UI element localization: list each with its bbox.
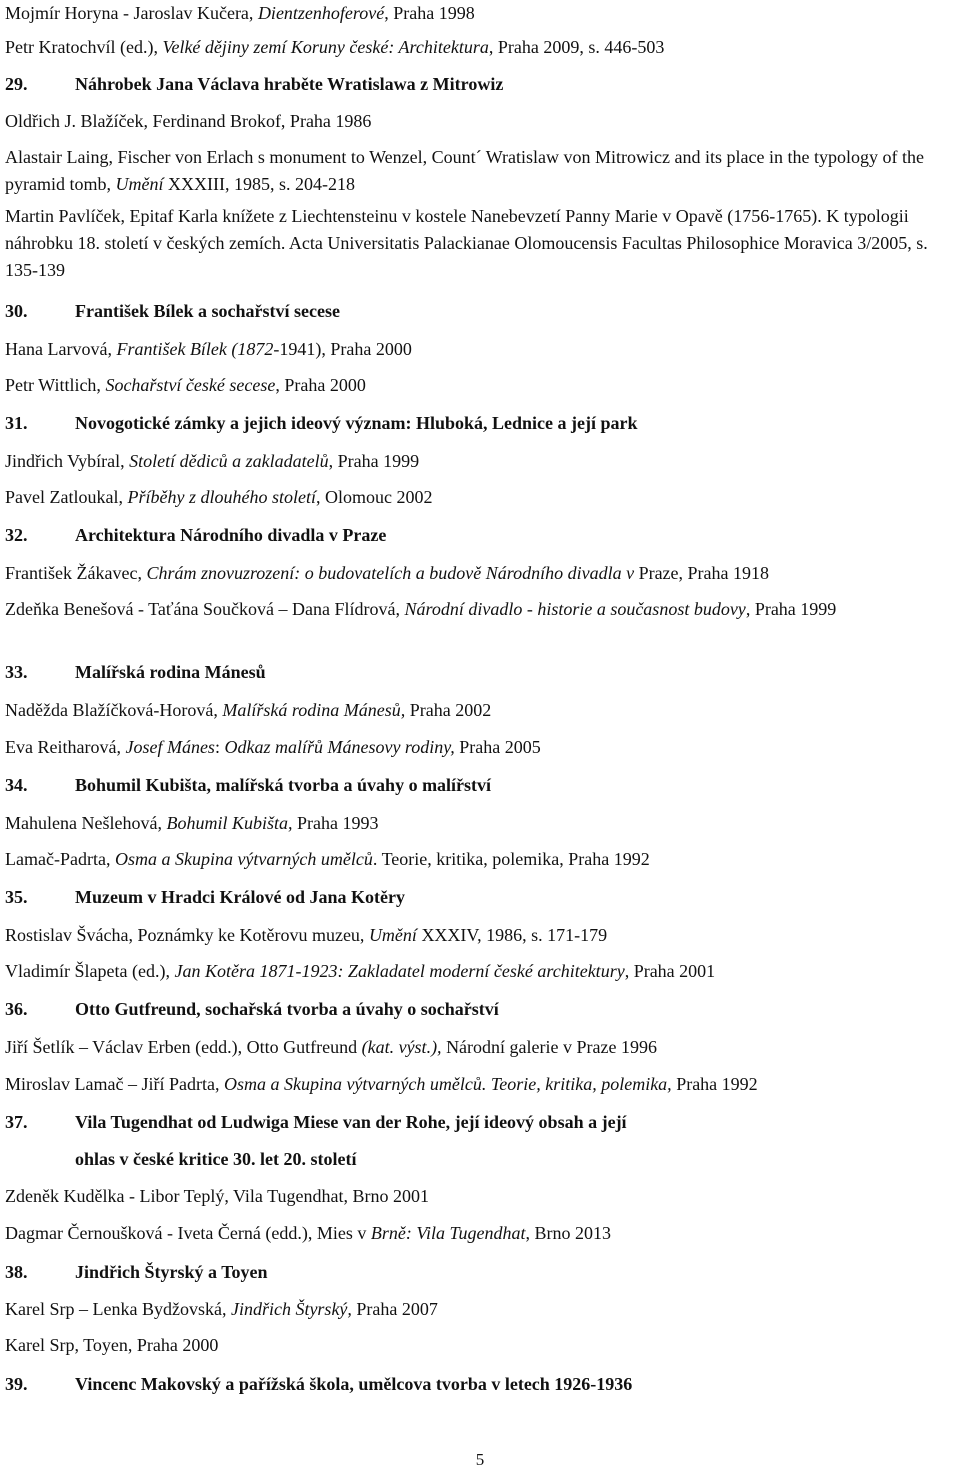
- bibliography-entry: Dagmar Černoušková - Iveta Černá (edd.), Mies v Brně: Vila Tugendhat, Brno 2013: [5, 1223, 612, 1243]
- bibliography-entry: Zdeněk Kudělka - Libor Teplý, Vila Tugendhat, Brno 2001: [5, 1186, 429, 1206]
- bibliography-entry: Mahulena Nešlehová, Bohumil Kubišta, Praha 1993: [5, 813, 379, 833]
- bibliography-entry: Hana Larvová, František Bílek (1872-1941), Praha 2000: [5, 339, 412, 359]
- bibliography-entry: Petr Wittlich, Sochařství české secese, Praha 2000: [5, 375, 366, 395]
- bibliography-entry: Lamač-Padrta, Osma a Skupina výtvarných umělců. Teorie, kritika, polemika, Praha 1992: [5, 849, 650, 869]
- bibliography-entry: Jiří Šetlík – Václav Erben (edd.), Otto Gutfreund (kat. výst.), Národní galerie v Praze 1996: [5, 1037, 657, 1057]
- bibliography-entry: Mojmír Horyna - Jaroslav Kučera, Dientzenhoferové, Praha 1998: [5, 3, 475, 23]
- section-heading: 37. Vila Tugendhat od Ludwiga Miese van der Rohe, její ideový obsah a její: [5, 1112, 627, 1132]
- bibliography-entry: Vladimír Šlapeta (ed.), Jan Kotěra 1871-1923: Zakladatel moderní české architektury, Praha 2001: [5, 961, 716, 981]
- bibliography-entry: Miroslav Lamač – Jiří Padrta, Osma a Skupina výtvarných umělců. Teorie, kritika, polemika, Praha 1992: [5, 1074, 758, 1094]
- section-heading: 38. Jindřich Štyrský a Toyen: [5, 1262, 268, 1282]
- bibliography-entry: František Žákavec, Chrám znovuzrození: o budovatelích a budově Národního divadla v Praze, Praha 1918: [5, 563, 770, 583]
- bibliography-entry: Zdeňka Benešová - Taťána Součková – Dana Flídrová, Národní divadlo - historie a současnost budovy, Praha 1999: [5, 599, 837, 619]
- page-number: 5: [475, 1450, 485, 1469]
- section-heading: 39. Vincenc Makovský a pařížská škola, umělcova tvorba v letech 1926-1936: [5, 1374, 633, 1394]
- bibliography-entry: Karel Srp – Lenka Bydžovská, Jindřich Štyrský, Praha 2007: [5, 1299, 438, 1319]
- bibliography-entry: Jindřich Vybíral, Století dědiců a zakladatelů, Praha 1999: [5, 451, 420, 471]
- section-heading-continuation: ohlas v české kritice 30. let 20. století: [75, 1149, 357, 1169]
- bibliography-entry: Rostislav Švácha, Poznámky ke Kotěrovu muzeu, Umění XXXIV, 1986, s. 171-179: [5, 925, 608, 945]
- section-heading: 35. Muzeum v Hradci Králové od Jana Kotěry: [5, 887, 405, 907]
- section-heading: 31. Novogotické zámky a jejich ideový význam: Hluboká, Lednice a její park: [5, 413, 638, 433]
- section-heading: 32. Architektura Národního divadla v Praze: [5, 525, 387, 545]
- section-heading: 29. Náhrobek Jana Václava hraběte Wratislawa z Mitrowiz: [5, 74, 504, 94]
- section-heading: 33. Malířská rodina Mánesů: [5, 662, 266, 682]
- bibliography-entry: Eva Reitharová, Josef Mánes: Odkaz malířů Mánesovy rodiny, Praha 2005: [5, 737, 541, 757]
- section-heading: 36. Otto Gutfreund, sochařská tvorba a úvahy o sochařství: [5, 999, 499, 1019]
- bibliography-entry: Martin Pavlíček, Epitaf Karla knížete z Liechtensteinu v kostele Nanebevzetí Panny Marie v Opavě (1756-1765). K typologii náhrobku 18. století v českých zemích. Acta Universitatis Palackianae Olomoucensis Facultas Philosophice Moravica 3/2005, s. 135-139: [5, 206, 928, 280]
- bibliography-entry: Alastair Laing, Fischer von Erlach s monument to Wenzel, Count´ Wratislaw von Mitrowicz and its place in the typology of the pyramid tomb, Umění XXXIII, 1985, s. 204-218: [5, 147, 924, 194]
- section-heading: 30. František Bílek a sochařství secese: [5, 301, 340, 321]
- bibliography-entry: Karel Srp, Toyen, Praha 2000: [5, 1335, 219, 1355]
- bibliography-entry: Petr Kratochvíl (ed.), Velké dějiny zemí Koruny české: Architektura, Praha 2009, s. 446-503: [5, 37, 665, 57]
- section-heading: 34. Bohumil Kubišta, malířská tvorba a úvahy o malířství: [5, 775, 492, 795]
- bibliography-entry: Pavel Zatloukal, Příběhy z dlouhého století, Olomouc 2002: [5, 487, 433, 507]
- bibliography-entry: Oldřich J. Blažíček, Ferdinand Brokof, Praha 1986: [5, 111, 372, 131]
- bibliography-entry: Naděžda Blažíčková-Horová, Malířská rodina Mánesů, Praha 2002: [5, 700, 492, 720]
